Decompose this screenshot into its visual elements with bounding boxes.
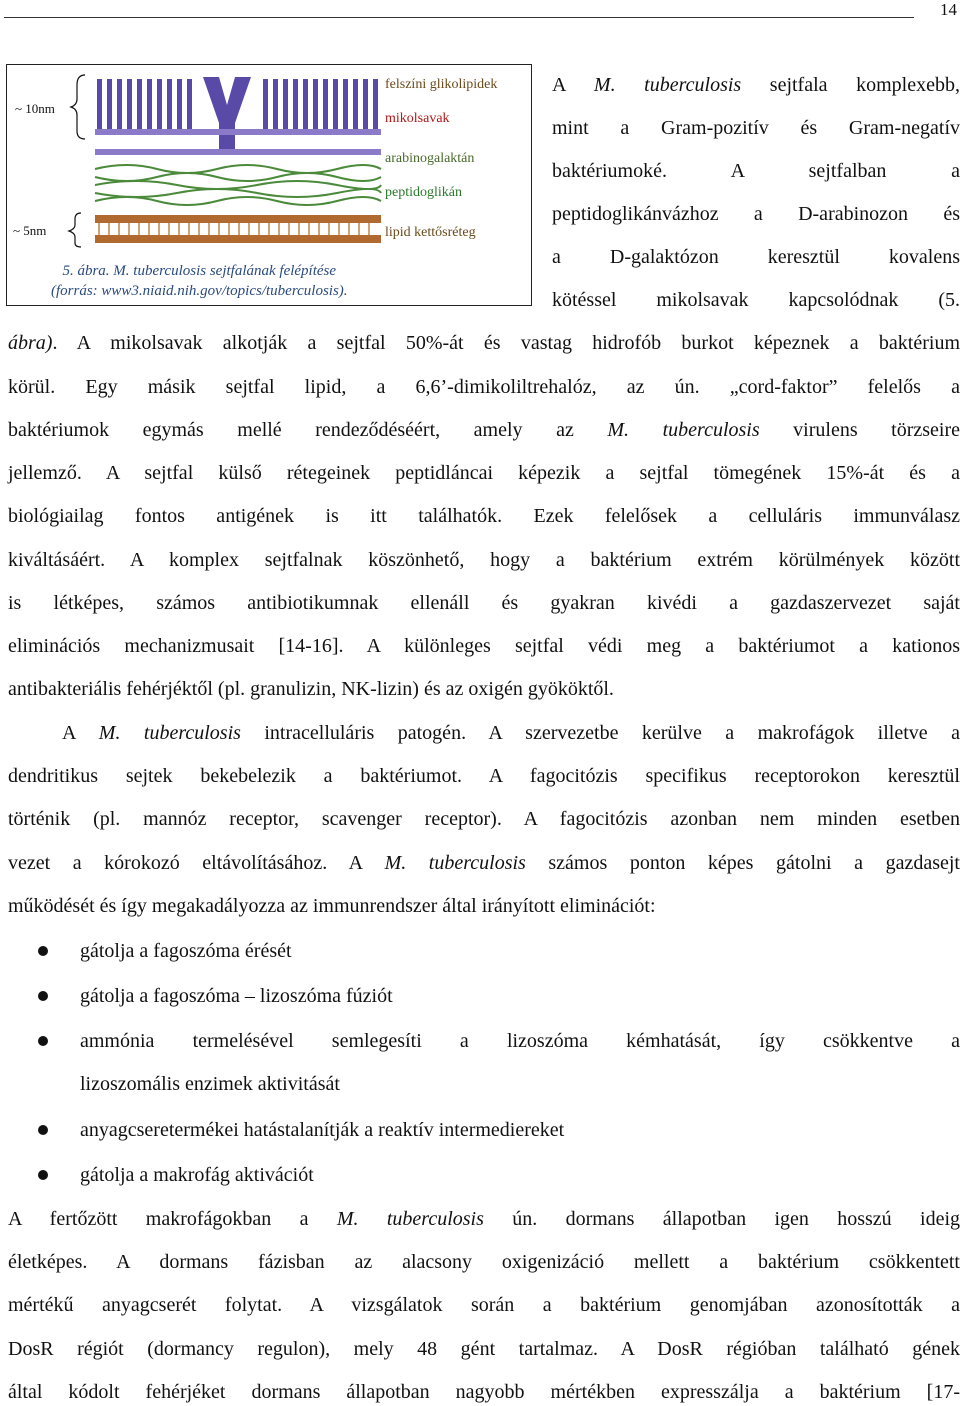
bullet-icon xyxy=(38,1036,48,1046)
list-item: anyagcseretermékei hatástalanítják a reaktív intermediereket xyxy=(80,1119,565,1141)
text-line: baktériumoké. A sejtfalban a xyxy=(552,160,960,182)
text-line: eliminációs mechanizmusait [14-16]. A különleges sejtfal védi meg a baktériumot a kationos xyxy=(8,635,960,657)
text-line: A M. tuberculosis sejtfala komplexebb, xyxy=(552,74,960,96)
dimension-5nm: ~ 5nm xyxy=(13,223,47,238)
label-peptidoglycan: peptidoglikán xyxy=(385,185,462,200)
dimension-10nm: ~ 10nm xyxy=(15,101,55,116)
text-line: életképes. A dormans fázisban az alacsony oxigenizáció mellett a baktérium csökkentett xyxy=(8,1251,960,1273)
text-line: jellemző. A sejtfal külső rétegeinek peptidláncai képezik a sejtfal tömegének 15%-át és a xyxy=(8,462,960,484)
cell-wall-figure xyxy=(6,64,532,306)
caption-line-1: 5. ábra. M. tuberculosis sejtfalának felépítése xyxy=(62,263,337,279)
bullet-icon xyxy=(38,946,48,956)
bullet-icon xyxy=(38,1170,48,1180)
page-number: 14 xyxy=(940,0,957,19)
bullet-icon xyxy=(38,1125,48,1135)
list-item: gátolja a makrofág aktivációt xyxy=(80,1164,314,1186)
text-line: A fertőzött makrofágokban a M. tuberculosis ún. dormans állapotban igen hosszú ideig xyxy=(8,1208,960,1230)
text-line: vezet a kórokozó eltávolításához. A M. tuberculosis számos ponton képes gátolni a gazdasejt xyxy=(8,852,960,874)
text-line: is létképes, számos antibiotikumnak ellenáll és gyakran kivédi a gazdaszervezet saját xyxy=(8,592,960,614)
text-line: történik (pl. mannóz receptor, scavenger receptor). A fagocitózis azonban nem minden esetben xyxy=(8,808,960,830)
list-item: ammónia termelésével semlegesíti a lizoszóma kémhatását, így csökkentve a xyxy=(80,1030,960,1052)
text-line: által kódolt fehérjéket dormans állapotban nagyobb mértékben expresszálja a baktérium [17- xyxy=(8,1381,960,1403)
label-surface-glycolipids: felszíni glikolipidek xyxy=(385,77,498,92)
header-rule xyxy=(4,17,914,18)
text-line: a D-galaktózon keresztül kovalens xyxy=(552,246,960,268)
label-mycolic-acids: mikolsavak xyxy=(385,111,450,126)
text-line: antibakteriális fehérjéktől (pl. granulizin, NK-lizin) és az oxigén gyököktől. xyxy=(8,678,614,700)
caption-line-2: (forrás: www3.niaid.nih.gov/topics/tuberculosis). xyxy=(51,283,348,299)
text-line: DosR régiót (dormancy regulon), mely 48 gént tartalmaz. A DosR régióban található gének xyxy=(8,1338,960,1360)
text-line: működését és így megakadályozza az immunrendszer által irányított eliminációt: xyxy=(8,895,656,917)
label-arabinogalactan: arabinogalaktán xyxy=(385,151,475,166)
label-lipid-bilayer: lipid kettősréteg xyxy=(385,225,476,240)
list-item-continuation: lizoszomális enzimek aktivitását xyxy=(80,1073,340,1095)
text-line: A M. tuberculosis intracelluláris patogén. A szervezetbe kerülve a makrofágok illetve a xyxy=(62,722,960,744)
list-item: gátolja a fagoszóma – lizoszóma fúziót xyxy=(80,985,393,1007)
text-line: biológiailag fontos antigének is itt találhatók. Ezek felelősek a celluláris immunválasz xyxy=(8,505,960,527)
text-line: mint a Gram-pozitív és Gram-negatív xyxy=(552,117,960,139)
text-line: dendritikus sejtek bekebelezik a baktériumot. A fagocitózis specifikus receptorokon keresztül xyxy=(8,765,960,787)
text-line: körül. Egy másik sejtfal lipid, a 6,6’-dimikoliltrehalóz, az ún. „cord-faktor” felelős a xyxy=(8,376,960,398)
text-line: kötéssel mikolsavak kapcsolódnak (5. xyxy=(552,289,960,311)
bullet-icon xyxy=(38,991,48,1001)
text-line: kiváltásáért. A komplex sejtfalnak köszönhető, hogy a baktérium extrém körülmények között xyxy=(8,549,960,571)
text-line: ábra). A mikolsavak alkotják a sejtfal 50%-át és vastag hidrofób burkot képeznek a baktérium xyxy=(8,332,960,354)
list-item: gátolja a fagoszóma érését xyxy=(80,940,292,962)
figure-caption xyxy=(51,261,348,301)
text-line: mértékű anyagcserét folytat. A vizsgálatok során a baktérium genomjában azonosították a xyxy=(8,1294,960,1316)
text-line: peptidoglikánvázhoz a D-arabinozon és xyxy=(552,203,960,225)
text-line: baktériumok egymás mellé rendeződéséért, amely az M. tuberculosis virulens törzseire xyxy=(8,419,960,441)
